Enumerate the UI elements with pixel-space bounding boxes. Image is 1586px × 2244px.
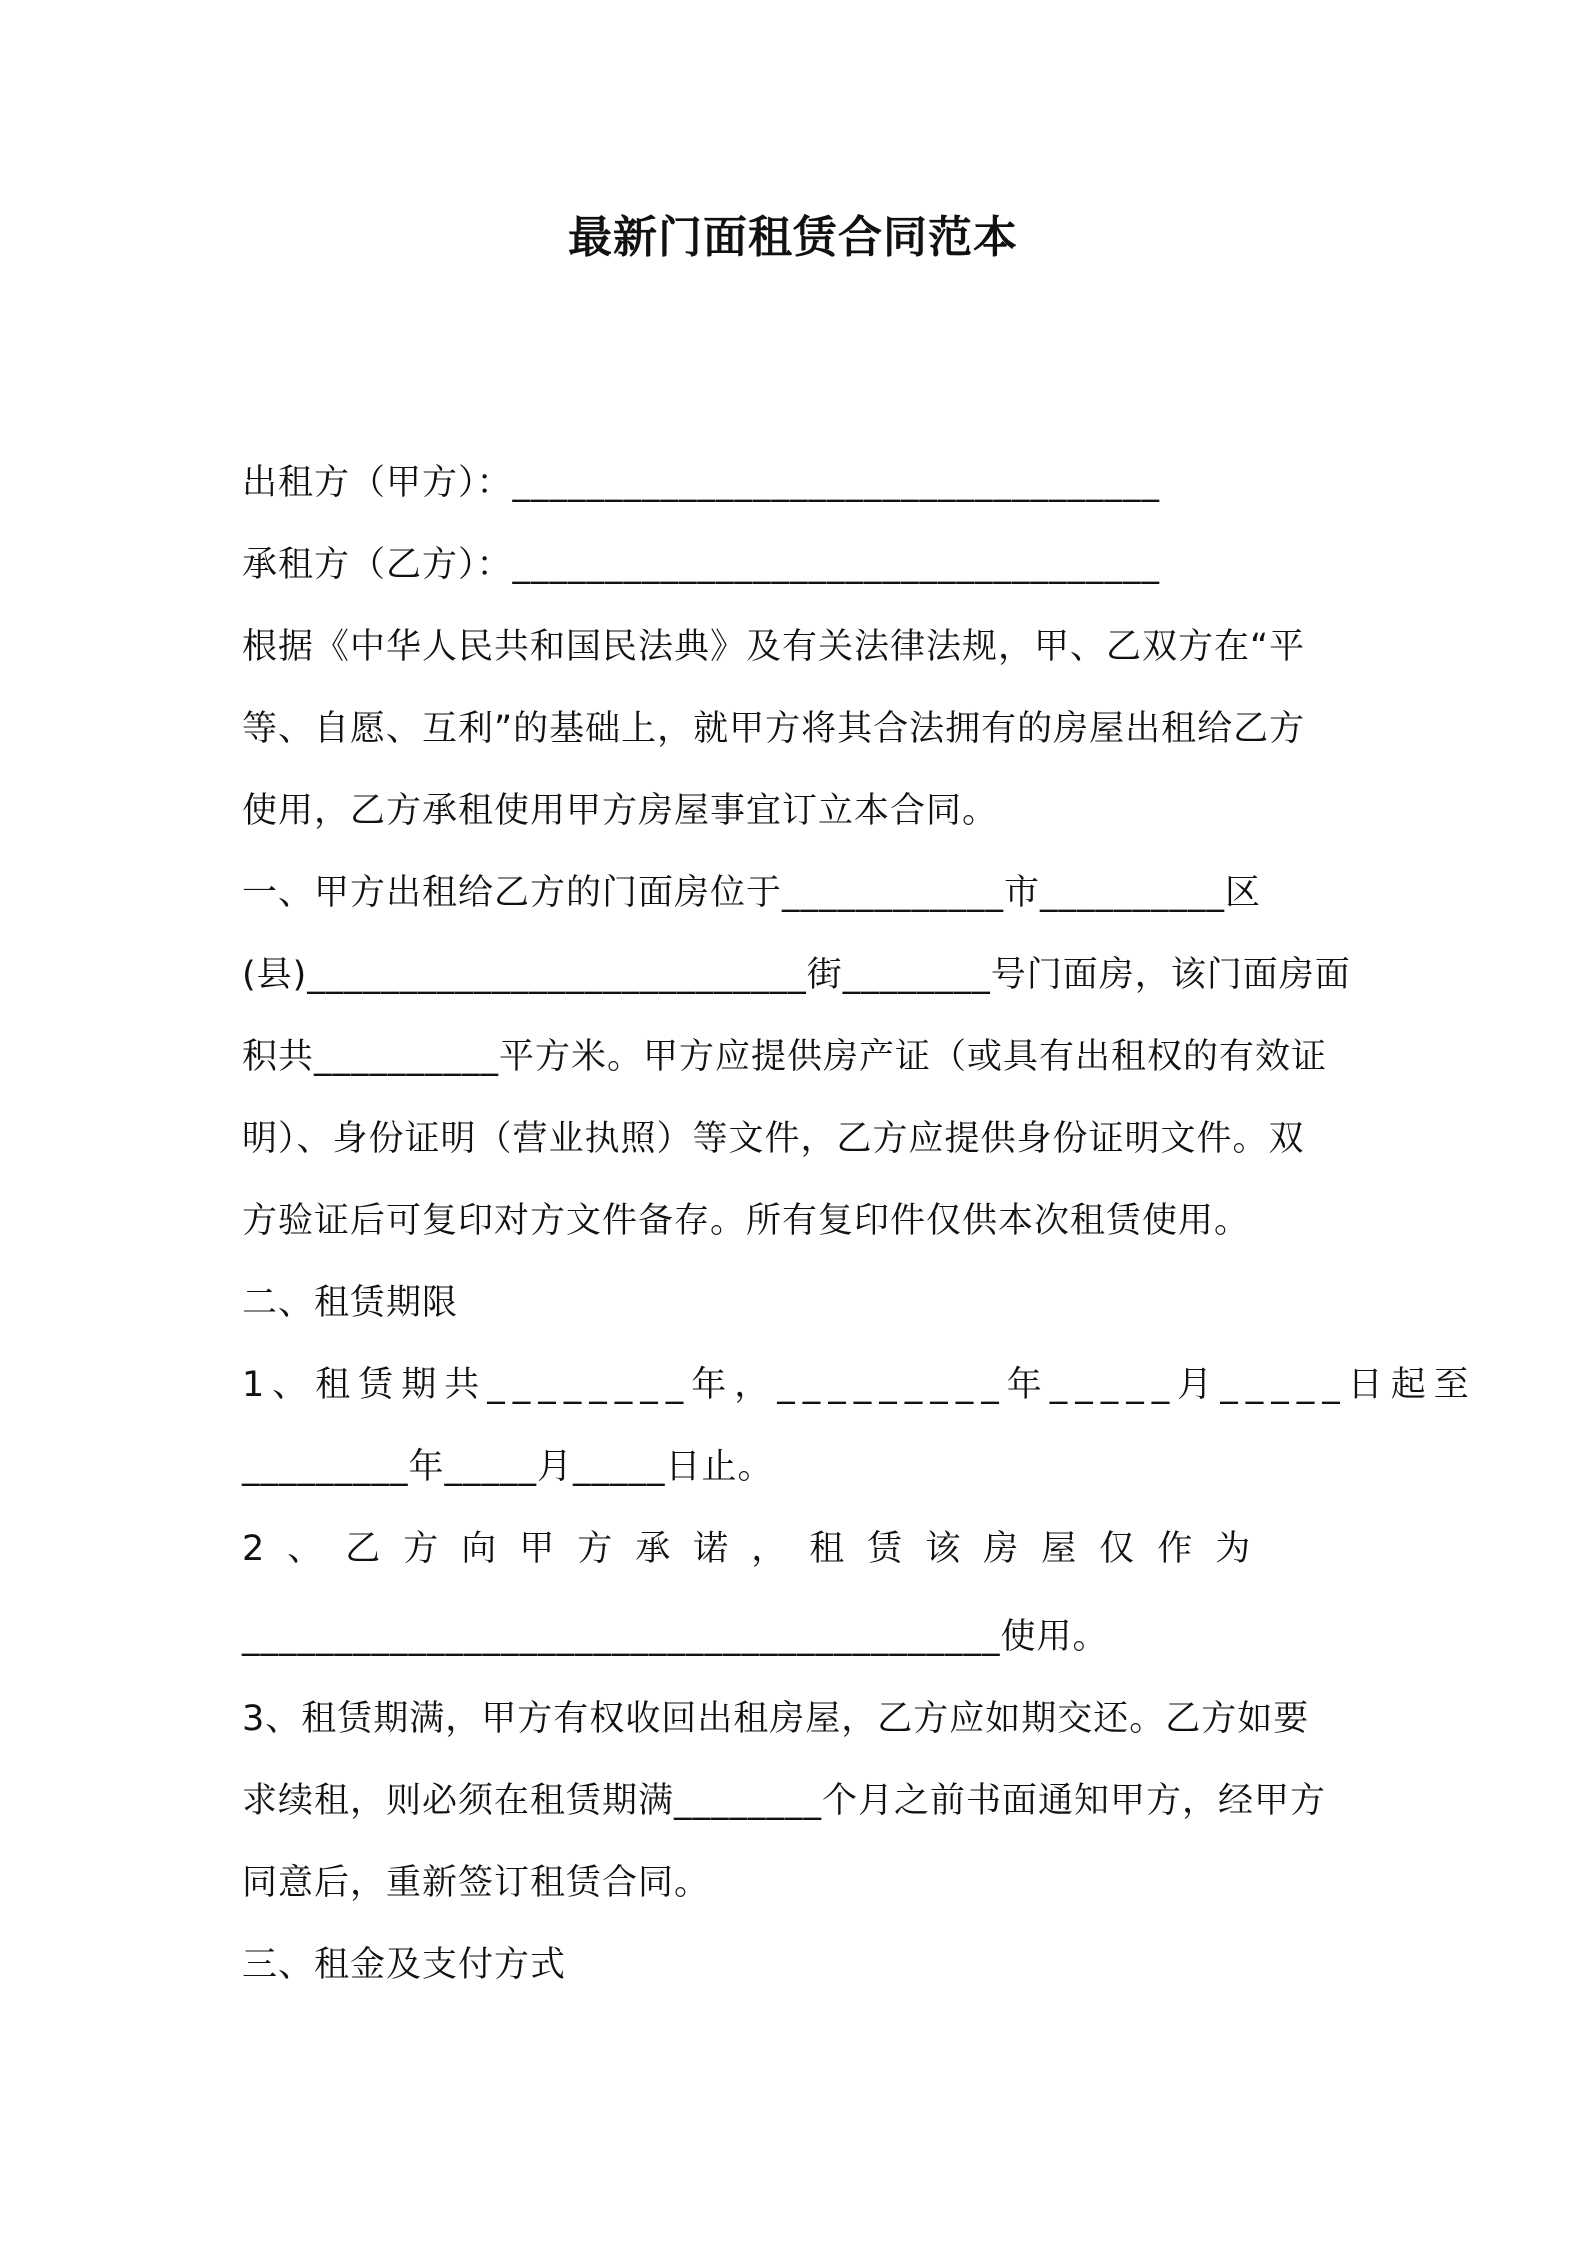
section-2-heading: 二、租赁期限 — [242, 1283, 459, 1323]
preamble-line-2: 等、自愿、互利”的基础上，就甲方将其合法拥有的房屋出租给乙方 — [242, 709, 1306, 749]
preamble-line-1: 根据《中华人民共和国民法典》及有关法律法规，甲、乙双方在“平 — [242, 627, 1306, 667]
lessee-field-line: 承租方（乙方）：___________________________________ — [242, 545, 1161, 585]
item-3-line-2: 求续租，则必须在租赁期满________个月之前书面通知甲方，经甲方 — [242, 1781, 1327, 1821]
item-3-line-3: 同意后，重新签订租赁合同。 — [242, 1863, 711, 1903]
clause-1-line-4: 明）、身份证明（营业执照）等文件，乙方应提供身份证明文件。双 — [242, 1119, 1305, 1159]
clause-1-line-3: 积共__________平方米。甲方应提供房产证（或具有出租权的有效证 — [242, 1037, 1328, 1077]
item-2-line-2: _________________________________________使用。 — [242, 1617, 1109, 1657]
clause-1-line-2: (县)___________________________街________号门面房，该门面房面 — [242, 955, 1351, 995]
document-title: 最新门面租赁合同范本 — [568, 212, 1018, 263]
item-1-line-1: 1、租赁期共________年，_________年_____月_____日起至 — [242, 1365, 1477, 1405]
clause-1-line-1: 一、甲方出租给乙方的门面房位于____________市__________区 — [242, 873, 1262, 913]
item-2-line-1: 2、乙方向甲方承诺，租赁该房屋仅作为 — [242, 1529, 1274, 1569]
section-3-heading: 三、租金及支付方式 — [242, 1945, 567, 1985]
lessor-field-line: 出租方（甲方）：___________________________________ — [242, 463, 1161, 503]
clause-1-line-5: 方验证后可复印对方文件备存。所有复印件仅供本次租赁使用。 — [242, 1201, 1251, 1241]
item-3-line-1: 3、租赁期满，甲方有权收回出租房屋，乙方应如期交还。乙方如要 — [242, 1699, 1310, 1739]
preamble-line-3: 使用，乙方承租使用甲方房屋事宜订立本合同。 — [242, 791, 999, 831]
item-1-line-2: _________年_____月_____日止。 — [242, 1447, 774, 1487]
